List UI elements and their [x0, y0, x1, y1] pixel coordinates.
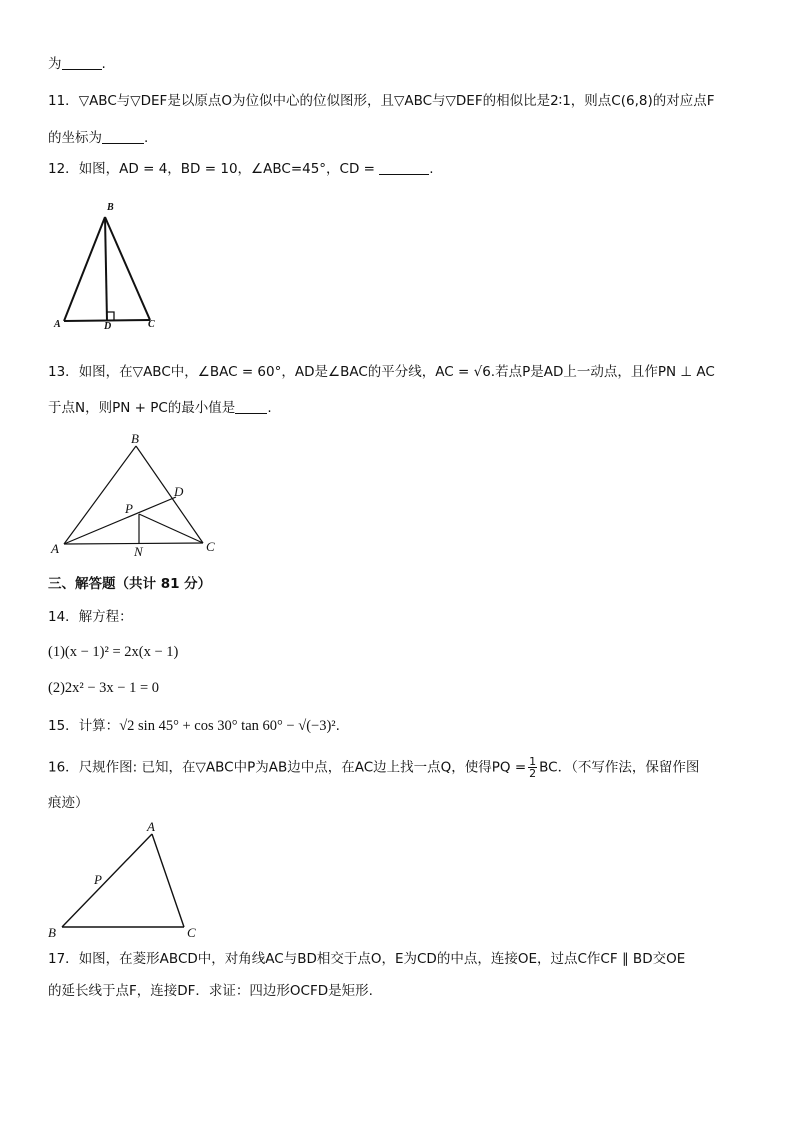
q12-number: 12． [48, 161, 79, 177]
q16-text: 尺规作图: 已知，在▽ABC中P为AB边中点，在AC边上找一点Q，使得PQ = [78, 759, 527, 776]
q16-side-ab [62, 834, 152, 927]
q17-line1 [48, 948, 685, 970]
q13-text: 如图，在▽ABC中，∠BAC = 60°，AD是∠BAC的平分线，AC = √6.若点P是AD上一动点，且作PN ⊥ AC [78, 364, 715, 380]
q12-label-b: B [107, 202, 114, 213]
q11-number: 11． [48, 93, 79, 109]
q13-label-d: D [174, 484, 184, 499]
q16-label-b: B [48, 925, 56, 940]
q10-end: . [101, 56, 106, 72]
q16-frac-num: 1 [529, 755, 537, 768]
q14-part-1: (1)(x − 1)² = 2x(x − 1) [48, 644, 179, 660]
q13-label-n: N [134, 544, 143, 559]
q14-part-2: (2)2x² − 3x − 1 = 0 [48, 680, 160, 696]
q14-number: 14． [48, 609, 79, 625]
q16-text-b: BC．（不写作法，保留作图 [539, 759, 700, 776]
q11-text-2: 的坐标为 [48, 130, 102, 146]
q16-number: 16． [48, 759, 79, 776]
q16-frac-den: 2 [529, 767, 537, 780]
section-3-heading: 三、解答题（共计 81 分） [48, 576, 212, 592]
q12-end: . [429, 161, 434, 177]
q15-label: 计算： [78, 718, 120, 734]
q12-text: 如图，AD = 4，BD = 10，∠ABC=45°，CD = [78, 161, 380, 177]
q11-end: . [144, 130, 149, 146]
q15-number: 15． [48, 718, 79, 734]
q13-text-2: 于点N，则PN + PC的最小值是 [48, 400, 236, 416]
q10-prefix: 为 [48, 56, 62, 72]
q15-expression: √2 sin 45° + cos 30° tan 60° − √(−3)² [119, 718, 336, 734]
q12-label-d: D [104, 321, 112, 332]
q15-end: . [335, 718, 340, 734]
q12-label-a: A [54, 319, 61, 330]
q16-label-p: P [94, 872, 102, 887]
q13-label-b: B [131, 431, 139, 446]
q14-text: 解方程： [78, 609, 133, 625]
q13-label-p: P [125, 501, 133, 516]
q17-line2: 的延长线于点F，连接DF．求证：四边形OCFD是矩形. [48, 983, 373, 999]
q16-label-a: A [147, 819, 155, 834]
q11-text: ▽ABC与▽DEF是以原点O为位似中心的位似图形，且▽ABC与▽DEF的相似比是2∶1，则点C(6,8)的对应点F [78, 93, 715, 109]
q13-number: 13． [48, 364, 79, 380]
q16-side-ac [152, 834, 184, 927]
q17-text: 如图，在菱形ABCD中，对角线AC与BD相交于点O，E为CD的中点，连接OE，过点C作CF ∥ BD交OE [78, 951, 686, 967]
q16-label-c: C [187, 925, 196, 940]
q13-end: . [267, 400, 272, 416]
q12-label-c: C [148, 319, 155, 330]
q13-label-c: C [206, 539, 215, 554]
q17-number: 17． [48, 951, 79, 967]
q13-label-a: A [51, 541, 59, 556]
q16-line2: 痕迹） [48, 795, 89, 811]
